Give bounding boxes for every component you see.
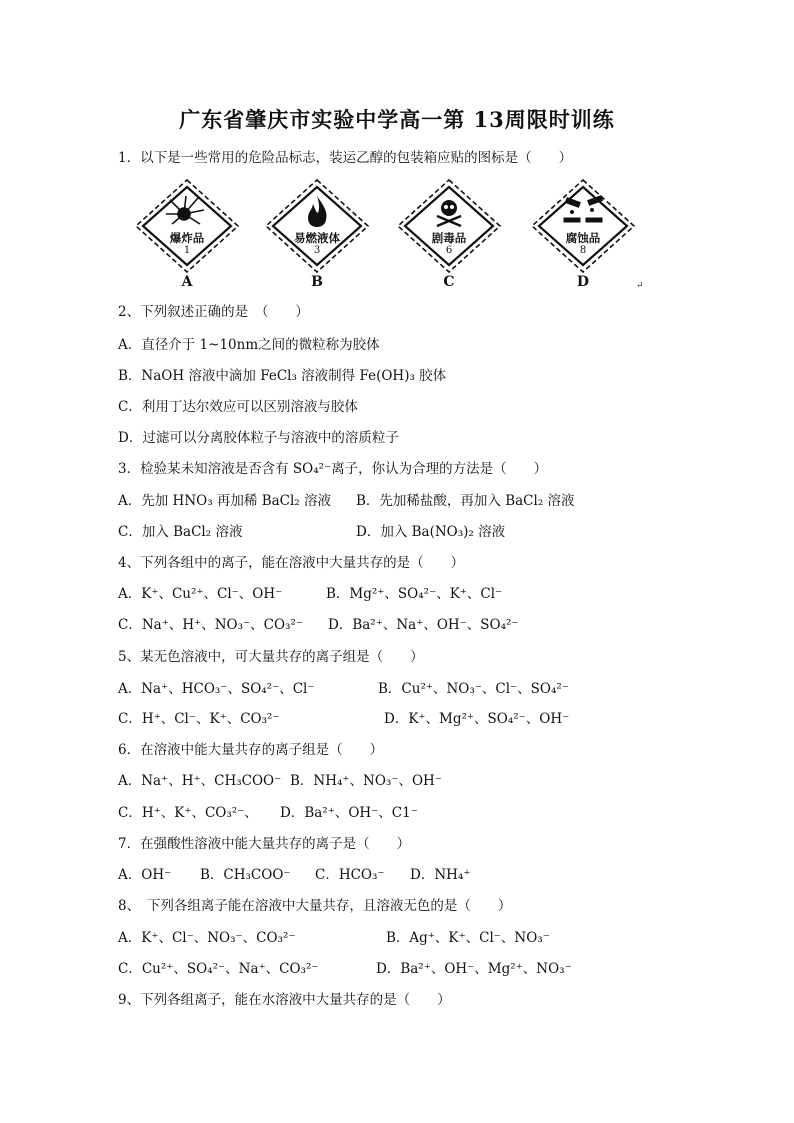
q8-option-d: D．Ba²⁺、OH⁻、Mg²⁺、NO₃⁻ [376, 961, 572, 977]
q7-option-a: A．OH⁻ [118, 867, 172, 883]
hazard-symbol-a [132, 178, 242, 293]
q6-option-d: D．Ba²⁺、OH⁻、C1⁻ [280, 805, 418, 821]
symbol-label: 剧毒品 [431, 231, 467, 245]
q5-option-b: B．Cu²⁺、NO₃⁻、Cl⁻、SO₄²⁻ [378, 681, 569, 697]
symbol-number: 3 [313, 245, 321, 256]
page-title: 广东省肇庆市实验中学高一第 13周限时训练 [179, 107, 615, 132]
option-letter: B [311, 274, 323, 290]
q4-option-c: C．Na⁺、H⁺、NO₃⁻、CO₃²⁻ [118, 617, 303, 633]
paragraph-mark: ↵ [636, 281, 644, 291]
q3-option-c: C．加入 BaCl₂ 溶液 [118, 524, 243, 540]
q2-option-b: B．NaOH 溶液中滴加 FeCl₃ 溶液制得 Fe(OH)₃ 胶体 [118, 368, 447, 384]
q5-option-d: D．K⁺、Mg²⁺、SO₄²⁻、OH⁻ [384, 711, 570, 727]
q5-option-c: C．H⁺、Cl⁻、K⁺、CO₃²⁻ [118, 711, 280, 727]
symbol-number: 1 [183, 245, 191, 256]
option-letter: A [181, 274, 193, 290]
q8-option-a: A．K⁺、Cl⁻、NO₃⁻、CO₃²⁻ [118, 930, 296, 946]
q8-option-b: B．Ag⁺、K⁺、Cl⁻、NO₃⁻ [386, 930, 550, 946]
option-letter: D [576, 274, 590, 290]
q8-stem: 8、 下列各组离子能在溶液中大量共存，且溶液无色的是（ ） [118, 898, 512, 914]
q2-option-a: A．直径介于 1~10nm之间的微粒称为胶体 [118, 337, 380, 353]
symbol-label: 易燃液体 [294, 231, 340, 245]
hazard-symbol-d [528, 178, 638, 293]
q4-option-d: D．Ba²⁺、Na⁺、OH⁻、SO₄²⁻ [328, 617, 519, 633]
q3-option-b: B．先加稀盐酸，再加入 BaCl₂ 溶液 [356, 493, 575, 509]
q2-option-d: D．过滤可以分离胶体粒子与溶液中的溶质粒子 [118, 430, 399, 446]
q6-option-c: C．H⁺、K⁺、CO₃²⁻、 [118, 805, 258, 821]
skull-crossbones-icon [437, 200, 461, 226]
hazard-symbol-c [394, 178, 504, 293]
symbol-label: 爆炸品 [169, 231, 205, 245]
q6-stem: 6．在溶液中能大量共存的离子组是（ ） [118, 742, 384, 758]
option-letter: C [443, 274, 455, 290]
hazard-symbol-b [262, 178, 372, 293]
symbol-number: 8 [579, 245, 587, 256]
q6-option-a: A．Na⁺、H⁺、CH₃COO⁻ [118, 773, 282, 789]
q7-option-b: B．CH₃COO⁻ [200, 867, 291, 883]
q7-stem: 7．在强酸性溶液中能大量共存的离子是（ ） [118, 836, 411, 852]
q6-option-b: B．NH₄⁺、NO₃⁻、OH⁻ [290, 773, 442, 789]
q3-stem: 3．检验某未知溶液是否含有 SO₄²⁻离子，你认为合理的方法是（ ） [118, 461, 548, 477]
q4-stem: 4、下列各组中的离子，能在溶液中大量共存的是（ ） [118, 555, 465, 571]
q5-stem: 5、某无色溶液中，可大量共存的离子组是（ ） [118, 649, 424, 665]
q7-option-c: C．HCO₃⁻ [315, 867, 385, 883]
q3-option-a: A．先加 HNO₃ 再加稀 BaCl₂ 溶液 [118, 493, 332, 509]
q8-option-c: C．Cu²⁺、SO₄²⁻、Na⁺、CO₃²⁻ [118, 961, 319, 977]
flame-icon [308, 196, 327, 227]
q3-option-d: D．加入 Ba(NO₃)₂ 溶液 [356, 524, 506, 540]
symbol-label: 腐蚀品 [565, 231, 601, 245]
symbol-number: 6 [445, 245, 453, 256]
q5-option-a: A．Na⁺、HCO₃⁻、SO₄²⁻、Cl⁻ [118, 681, 315, 697]
q1-stem: 1．以下是一些常用的危险品标志，装运乙醇的包装箱应贴的图标是（ ） [118, 150, 573, 166]
q4-option-a: A．K⁺、Cu²⁺、Cl⁻、OH⁻ [118, 586, 283, 602]
hazard-symbols [130, 178, 650, 293]
q4-option-b: B．Mg²⁺、SO₄²⁻、K⁺、Cl⁻ [326, 586, 503, 602]
q2-stem: 2、下列叙述正确的是 （ ） [118, 304, 309, 320]
q9-stem: 9、下列各组离子，能在水溶液中大量共存的是（ ） [118, 992, 451, 1008]
q7-option-d: D．NH₄⁺ [410, 867, 471, 883]
corrosive-icon [564, 196, 603, 222]
q2-option-c: C．利用丁达尔效应可以区别溶液与胶体 [118, 399, 358, 415]
